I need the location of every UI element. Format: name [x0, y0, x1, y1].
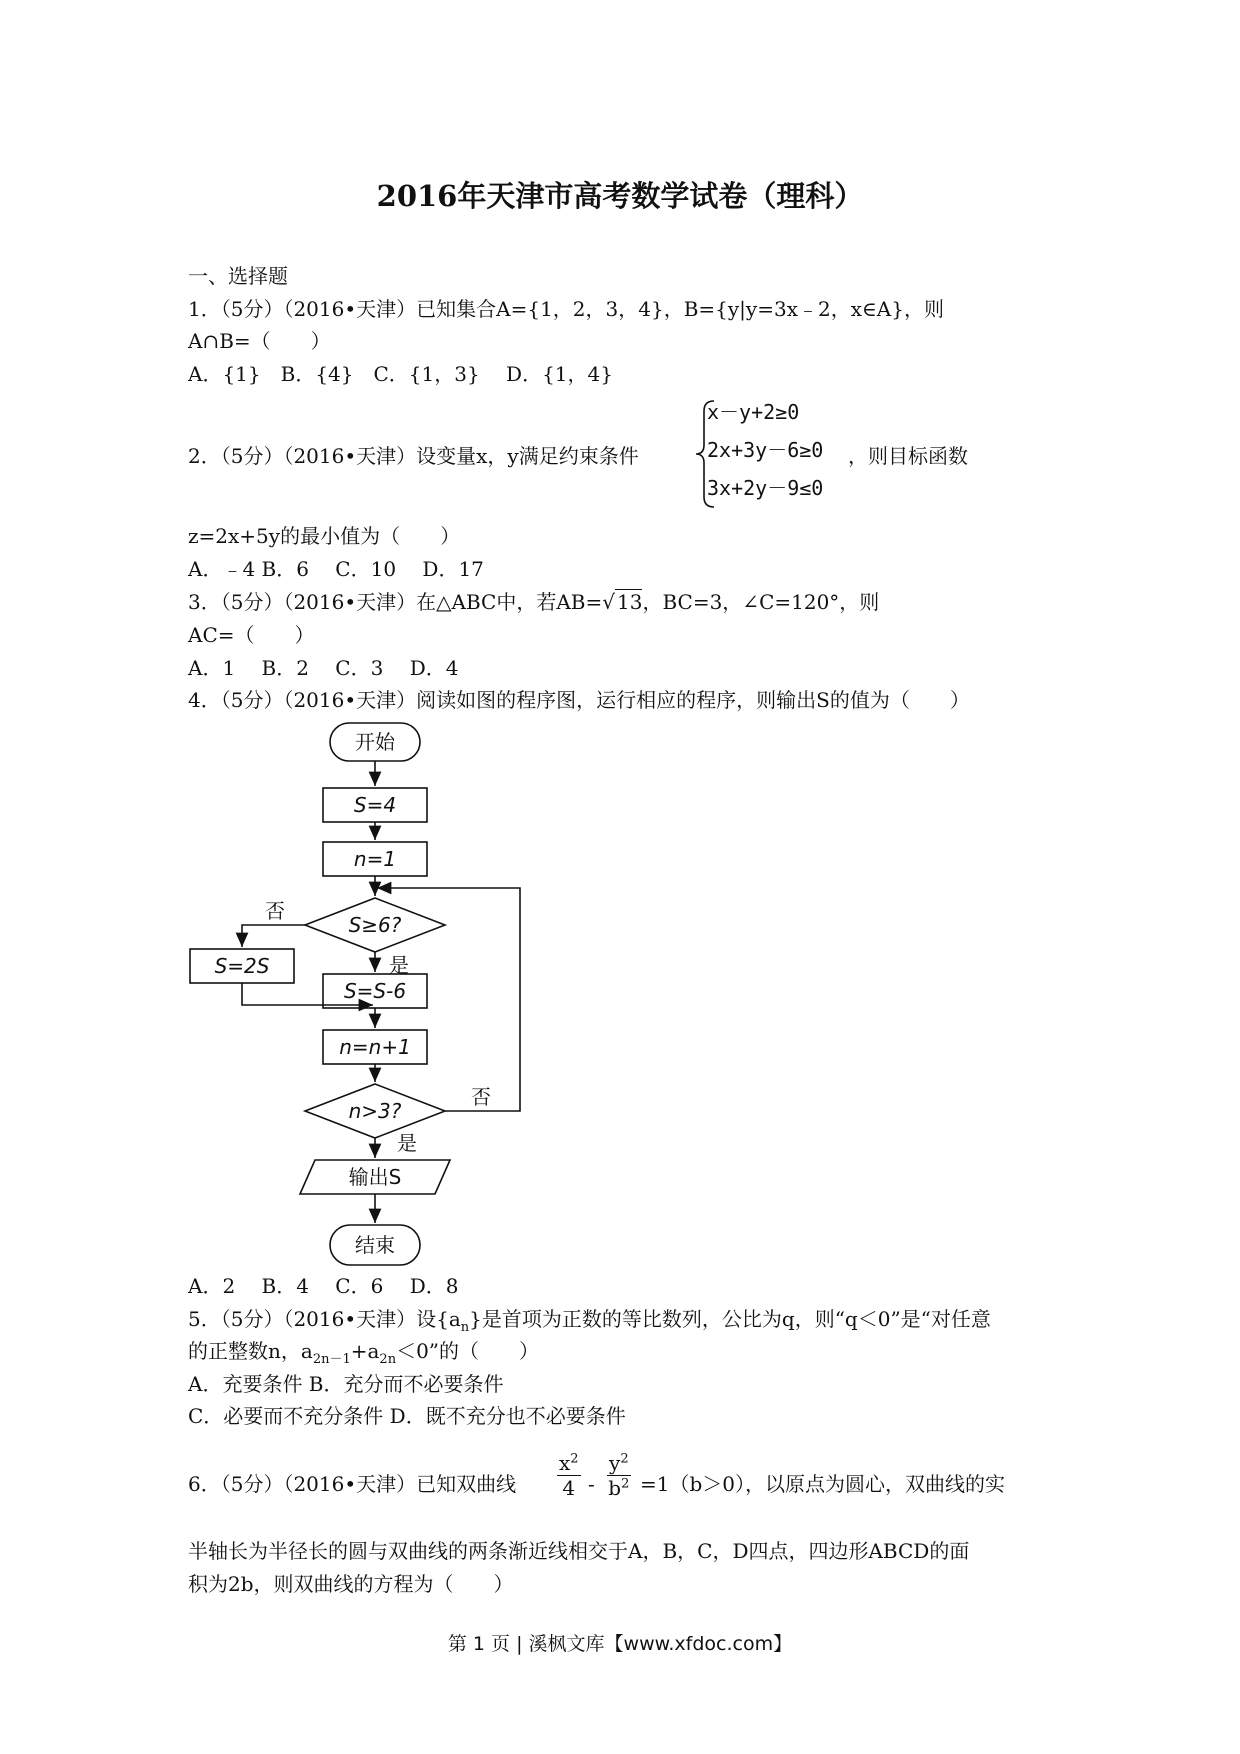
q3-suffix: ，BC=3，∠C=120°，则 [642, 590, 880, 614]
q6-f2-num: y [609, 1451, 621, 1475]
q1-options: A．{1} B．{4} C．{1，3} D．{1，4} [188, 362, 613, 386]
q2-condition-2: 2x+3y－6≥0 [707, 438, 824, 462]
flow-yes-1-label: 是 [389, 953, 409, 977]
q3-stem: 3．（5分）（2016•天津）在△ABC中，若AB=√ 13，BC=3，∠C=120°，则 [188, 590, 880, 614]
q5-sub-n: n [460, 1320, 470, 1335]
q5-stem-b: }是首项为正数的等比数列，公比为q，则“q＜0”是“对任意 [469, 1307, 991, 1331]
q6-stem-cont: 半轴长为半径长的圆与双曲线的两条渐近线相交于A，B，C，D四点，四边形ABCD的面 [188, 1539, 970, 1563]
flow-output-label: 输出S [348, 1165, 402, 1189]
q1-stem: 1．（5分）（2016•天津）已知集合A={1，2，3，4}，B={y|y=3x﹣2，x∈A}，则 [188, 297, 944, 321]
page-footer: 第 1 页 | 溪枫文库【www.xfdoc.com】 [447, 1633, 793, 1655]
q6-suffix: =1（b＞0），以原点为圆心，双曲线的实 [640, 1472, 1006, 1496]
q6-fraction-1 [557, 1451, 581, 1500]
q5-options-2: C．必要而不充分条件 D．既不充分也不必要条件 [188, 1404, 626, 1428]
flowchart-diagram [185, 718, 525, 1273]
flow-no-2-label: 否 [471, 1085, 491, 1109]
flow-n-init-label: n=1 [353, 847, 397, 871]
q2-stem [188, 442, 639, 470]
q3-options: A．1 B．2 C．3 D．4 [188, 656, 459, 680]
q5-stem-a: 5．（5分）（2016•天津）设{a [188, 1307, 461, 1331]
q4-options: A．2 B．4 C．6 D．8 [188, 1274, 459, 1298]
flow-double-label: S=2S [214, 954, 270, 978]
q6-minus: - [588, 1472, 595, 1496]
page-title: 2016年天津市高考数学试卷（理科） [376, 179, 864, 213]
q6-f1-num: x [559, 1451, 571, 1475]
q6-f1-den: 4 [562, 1476, 576, 1500]
q6-fraction-2 [607, 1451, 631, 1500]
q3-sqrt-value: 13 [617, 590, 643, 614]
flow-cond-2-label: n>3? [348, 1099, 402, 1123]
q5-sub-2: 2n [379, 1352, 397, 1367]
flow-no-1-label: 否 [265, 899, 285, 923]
q2-stem-cont: z=2x+5y的最小值为（ ） [188, 524, 461, 548]
q1-stem-cont: A∩B=（ ） [188, 329, 331, 353]
q6-f2-den: b [608, 1476, 622, 1500]
flow-minus-label: S=S-6 [343, 979, 407, 1003]
q6-f2-den-sup: 2 [621, 1476, 630, 1492]
q6-f1-sup: 2 [570, 1451, 579, 1467]
q5-stem-cont [188, 1337, 539, 1374]
q5-line2-c: ＜0”的（ ） [396, 1339, 540, 1363]
q2-options: A．﹣4 B．6 C．10 D．17 [188, 557, 484, 581]
q5-line2-b: +a [350, 1339, 380, 1363]
q6-stem-cont-2: 积为2b，则双曲线的方程为（ ） [188, 1572, 514, 1596]
q5-line2-a: 的正整数n，a [188, 1339, 313, 1363]
q3-stem-cont: AC=（ ） [188, 623, 315, 647]
q3-prefix: 3．（5分）（2016•天津）在△ABC中，若AB= [188, 590, 603, 614]
flow-yes-2-label: 是 [397, 1131, 417, 1155]
flow-end-label: 结束 [355, 1233, 395, 1257]
q4-stem: 4．（5分）（2016•天津）阅读如图的程序图，运行相应的程序，则输出S的值为（ ） [188, 688, 970, 712]
q2-prefix: 2．（5分）（2016•天津）设变量x，y满足约束条件 [188, 444, 639, 468]
flow-s-init-label: S=4 [353, 793, 397, 817]
q2-condition-3: 3x+2y－9≤0 [707, 476, 824, 500]
q5-sub-1: 2n－1 [312, 1352, 351, 1367]
flow-start-label: 开始 [355, 730, 395, 754]
q6-f2-sup: 2 [620, 1451, 629, 1467]
q6-prefix: 6．（5分）（2016•天津）已知双曲线 [188, 1472, 517, 1496]
q2-condition-1: x－y+2≥0 [707, 400, 800, 424]
flow-cond-1-label: S≥6? [348, 913, 402, 937]
q2-suffix: ，则目标函数 [848, 444, 968, 468]
q5-options-1: A．充要条件 B．充分而不必要条件 [188, 1372, 504, 1396]
section-heading: 一、选择题 [188, 264, 288, 288]
flow-inc-label: n=n+1 [339, 1035, 411, 1059]
